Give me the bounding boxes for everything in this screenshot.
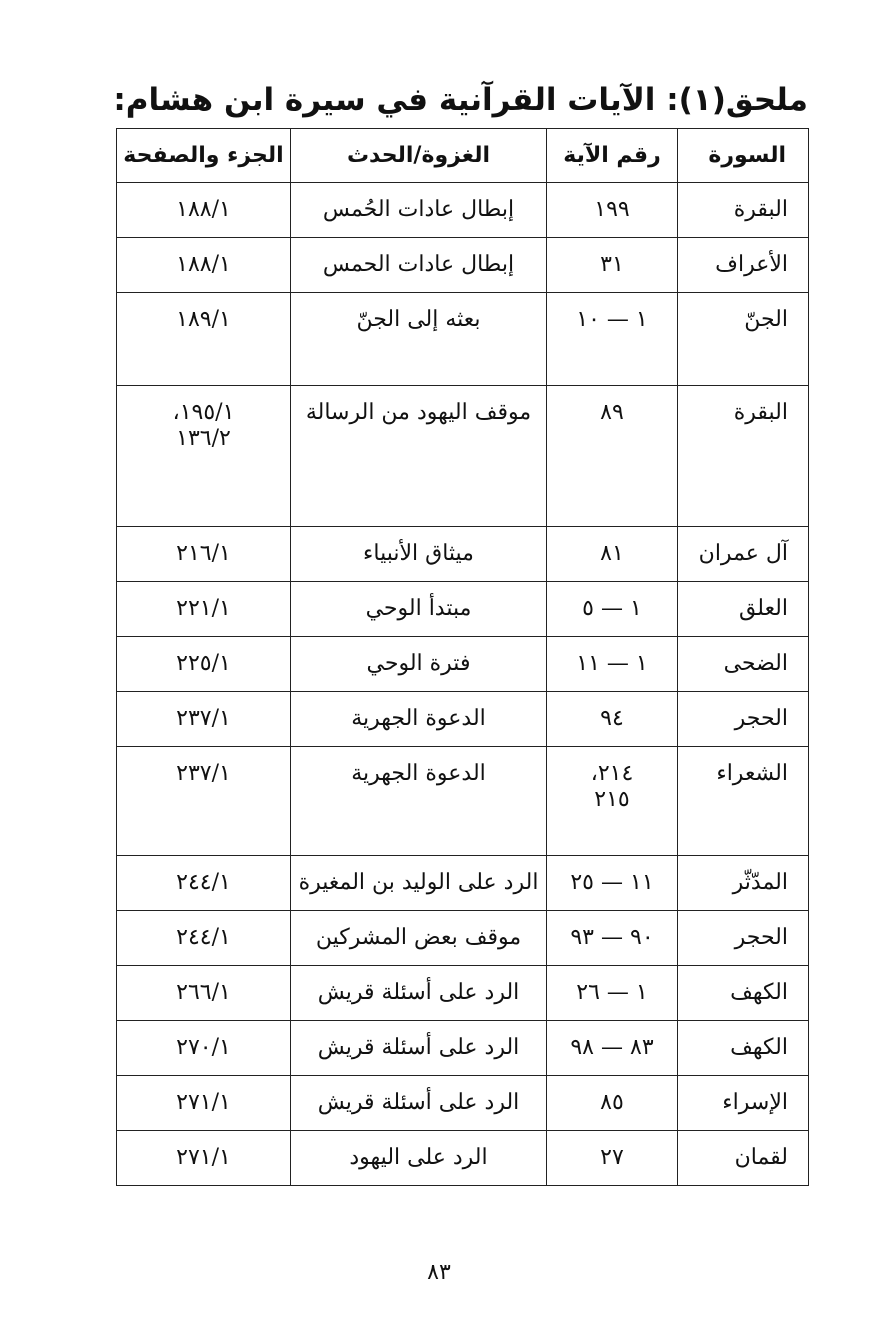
ayah-cell: ٨٥ (600, 1090, 624, 1115)
surah-cell: العلق (738, 596, 788, 621)
table-row (117, 692, 809, 747)
event-cell: إبطال عادات الحمس (322, 252, 515, 277)
surah-cell: البقرة (733, 197, 788, 222)
page-title: ملحق(١): الآيات القرآنية في سيرة ابن هشام: (113, 82, 808, 118)
event-cell: الرد على أسئلة قريش (317, 980, 520, 1005)
page-cell: ١٨٩/١ (176, 307, 231, 332)
event-cell: فترة الوحي (366, 651, 471, 676)
event-cell: الرد على اليهود (349, 1145, 488, 1170)
event-cell: الدعوة الجهرية (351, 706, 486, 731)
page-cell: ٢١٦/١ (176, 541, 231, 566)
surah-cell: الأعراف (715, 252, 788, 277)
page-cell: ١٨٨/١ (176, 197, 231, 222)
ayah-cell: ١ — ٥ (582, 596, 642, 621)
event-cell: موقف اليهود من الرسالة (305, 400, 532, 425)
ayah-cell: ٨١ (600, 541, 624, 566)
page-cell: ٢٧١/١ (176, 1090, 231, 1115)
table-row (117, 238, 809, 293)
event-cell: الرد على أسئلة قريش (317, 1035, 520, 1060)
table-row (117, 1131, 809, 1186)
ayah-cell: ٩٠ — ٩٣ (570, 925, 654, 950)
header-surah: السورة (678, 129, 809, 183)
page-line-1: ١٩٥/١، (172, 400, 235, 425)
page-cell: ٢٧١/١ (176, 1145, 231, 1170)
event-cell: إبطال عادات الحُمس (322, 197, 515, 222)
ayah-line-1: ٢١٤، (590, 761, 634, 786)
page-cell: ٢٢٥/١ (176, 651, 231, 676)
table-row (117, 527, 809, 582)
page-cell (117, 386, 290, 452)
table-row (117, 966, 809, 1021)
ayah-line-2: ٢١٥ (594, 787, 630, 812)
ayah-cell: ١ — ٢٦ (576, 980, 648, 1005)
header-event: الغزوة/الحدث (291, 129, 547, 183)
surah-cell: آل عمران (698, 541, 788, 566)
event-cell: الدعوة الجهرية (351, 761, 486, 786)
table-row (117, 856, 809, 911)
table-row (117, 386, 809, 527)
table-row (117, 293, 809, 386)
page-cell: ٢٣٧/١ (176, 706, 231, 731)
table-row (117, 582, 809, 637)
table-row (117, 1076, 809, 1131)
table-row (117, 637, 809, 692)
surah-cell: الجنّ (744, 307, 788, 332)
surah-cell: الضحى (723, 651, 788, 676)
surah-cell: الكهف (730, 980, 788, 1005)
header-page: الجزء والصفحة (117, 129, 291, 183)
ayah-cell: ٨٩ (600, 400, 624, 425)
surah-cell: الحجر (734, 706, 788, 731)
ayah-cell: ٨٣ — ٩٨ (570, 1035, 654, 1060)
surah-cell: المدّثّر (732, 870, 788, 895)
quran-verses-table (116, 128, 809, 1186)
page-number: ٨٣ (427, 1260, 451, 1285)
ayah-cell: ١ — ١٠ (576, 307, 648, 332)
page-cell: ١٨٨/١ (176, 252, 231, 277)
event-cell: موقف بعض المشركين (315, 925, 522, 950)
surah-cell: لقمان (734, 1145, 788, 1170)
header-ayah: رقم الآية (547, 129, 678, 183)
page-cell: ٢٢١/١ (176, 596, 231, 621)
event-cell: الرد على الوليد بن المغيرة (298, 870, 539, 895)
ayah-cell: ٣١ (600, 252, 624, 277)
ayah-cell: ١ — ١١ (576, 651, 648, 676)
page-cell: ٢٤٤/١ (176, 925, 231, 950)
event-cell: الرد على أسئلة قريش (317, 1090, 520, 1115)
table-header-row (117, 129, 809, 183)
surah-cell: الكهف (730, 1035, 788, 1060)
ayah-cell: ١٩٩ (594, 197, 630, 222)
event-cell: مبتدأ الوحي (365, 596, 472, 621)
table-row (117, 183, 809, 238)
page-cell: ٢٤٤/١ (176, 870, 231, 895)
surah-cell: البقرة (733, 400, 788, 425)
event-cell: بعثه إلى الجنّ (356, 307, 481, 332)
surah-cell: الحجر (734, 925, 788, 950)
surah-cell: الإسراء (722, 1090, 788, 1115)
surah-cell: الشعراء (716, 761, 788, 786)
page-cell: ٢٣٧/١ (176, 761, 231, 786)
ayah-cell (547, 747, 677, 813)
page-cell: ٢٧٠/١ (176, 1035, 231, 1060)
ayah-cell: ١١ — ٢٥ (570, 870, 654, 895)
table-row (117, 1021, 809, 1076)
ayah-cell: ٢٧ (600, 1145, 624, 1170)
table-row (117, 747, 809, 856)
page-line-2: ١٣٦/٢ (176, 426, 231, 451)
event-cell: ميثاق الأنبياء (363, 541, 474, 566)
page-cell: ٢٦٦/١ (176, 980, 231, 1005)
table-row (117, 911, 809, 966)
ayah-cell: ٩٤ (600, 706, 624, 731)
